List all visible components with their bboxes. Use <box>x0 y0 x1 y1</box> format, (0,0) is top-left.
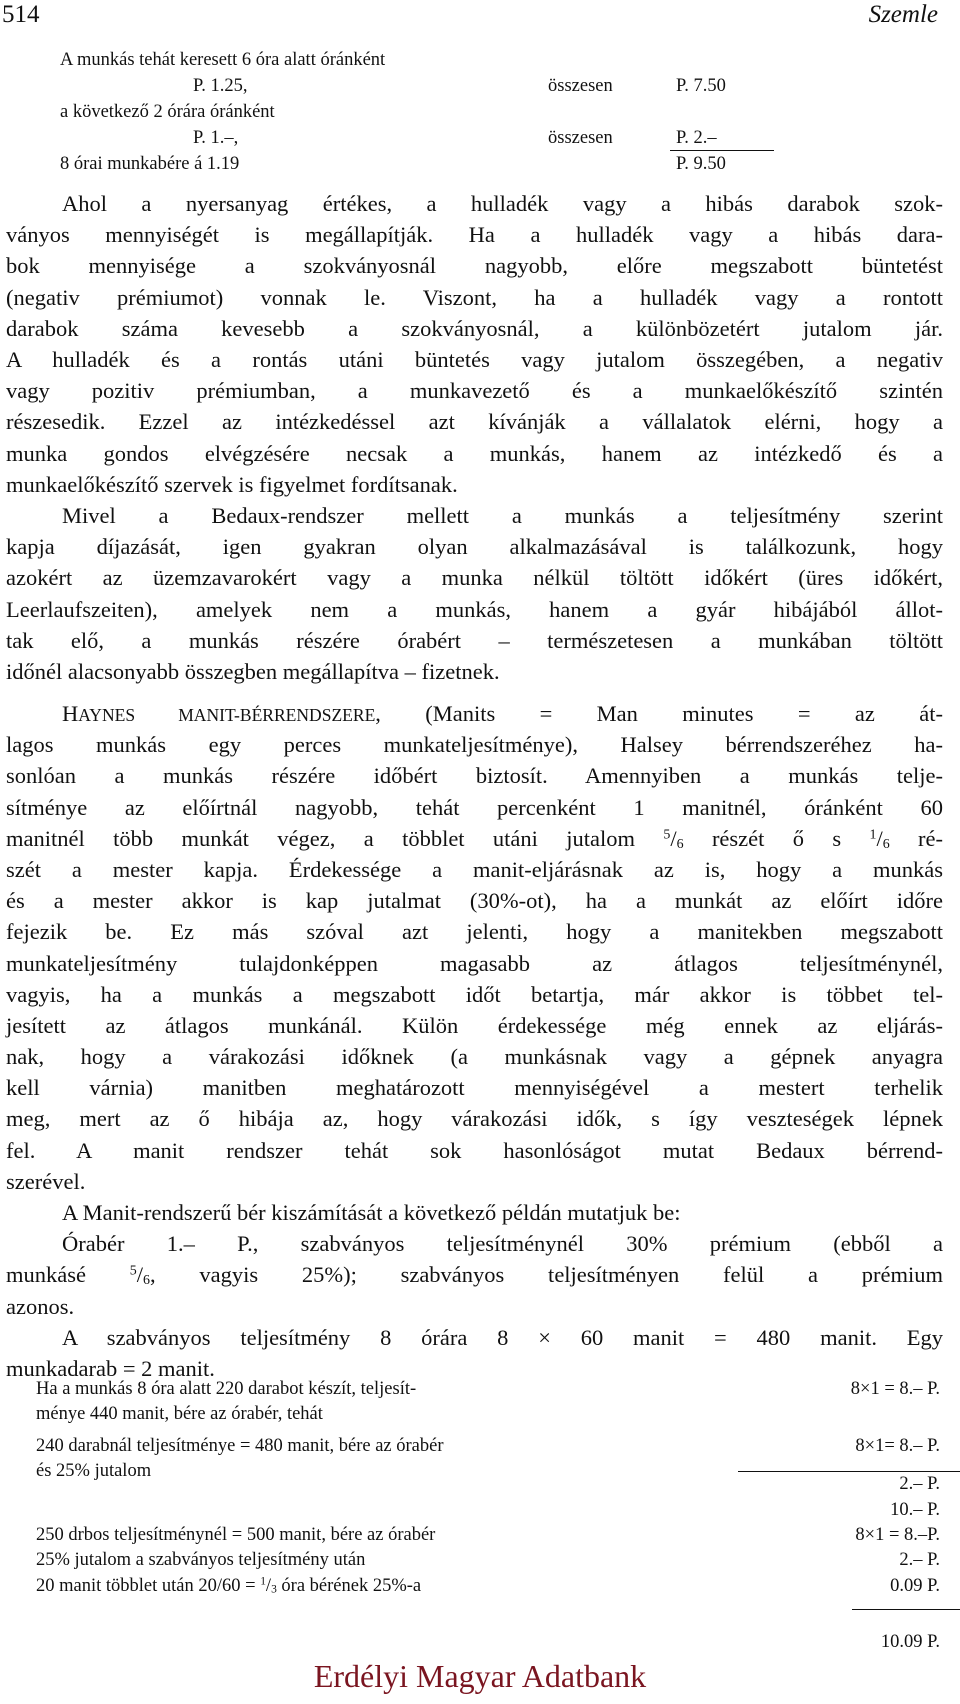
text-line: időnél alacsonyabb összegben megállapítva – fizetnek. <box>6 658 500 684</box>
calc-total: 10.09 P. <box>880 1632 940 1652</box>
calc-value: 8×1 = 8.–P. <box>855 1525 940 1545</box>
text-line: meg, mert az ő hibája az, hogy várakozási idők, s így veszteségek lépnek <box>6 1106 943 1132</box>
calc-label: 8 órai munkabére á 1.19 <box>60 154 240 174</box>
page-number: 514 <box>2 1 40 28</box>
text-line: fel. A manit rendszer tehát sok hasonlóságot mutat Bedaux bérrend- <box>6 1137 943 1163</box>
text-line: jesített az átlagos munkánál. Külön érdekessége még ennek az eljárás- <box>6 1012 943 1038</box>
fraction: $^1/_3$ <box>260 1575 277 1596</box>
calc-line: 20 manit többlet után $20/60 = ^1/_3$ óra bérének 25%-a <box>36 1575 422 1596</box>
text-line: és a mester akkor is kap jutalmat (30%-ot), ha a munkát az előírt időre <box>6 888 943 914</box>
paragraph <box>6 500 943 687</box>
sum-rule <box>670 150 774 151</box>
calc-total: P. 7.50 <box>676 76 726 96</box>
text-line: fejezik be. Ez más szóval azt jelenti, hogy a manitekben megszabott <box>6 919 943 945</box>
text-line: azokért az üzemzavarokért vagy a munka nélkül töltött időkért (üres időkért, <box>6 565 943 591</box>
text-line: munkaelőkészítő szervek is figyelmet fordítsanak. <box>6 471 458 497</box>
calc-line: Ha a munkás 8 óra alatt 220 darabot készít, teljesít- <box>36 1379 417 1399</box>
calc-line: ménye 440 manit, bére az órabér, tehát <box>36 1404 323 1424</box>
sum-rule <box>852 1609 960 1610</box>
text-line: lagos munkás egy perces munkateljesítménye), Halsey bérrendszeréhez ha- <box>6 732 943 758</box>
text-line: nak, hogy a várakozási időknek (a munkásnak vagy a gépnek anyagra <box>6 1044 943 1070</box>
text-line: munkateljesítmény tulajdonképpen magasabb az átlagos teljesítménynél, <box>6 950 943 976</box>
calc-line: A munkás tehát keresett 6 óra alatt óránként <box>60 50 386 70</box>
calc-line: 25% jutalom a szabványos teljesítmény után <box>36 1550 366 1570</box>
text-line: tak elő, a munkás részére órabért – természetesen a munkában töltött <box>6 627 943 653</box>
text-line: Órabér 1.– P., szabványos teljesítménynél 30% prémium (ebből a <box>62 1231 943 1257</box>
text-line: HAYNES MANIT-BÉRRENDSZERE, (Manits = Man minutes = az át- <box>62 701 943 726</box>
calc-rate: P. 1.25, <box>193 76 248 96</box>
fraction: $^5/_6$ <box>129 1262 150 1289</box>
text-line: részesedik. Ezzel az intézkedéssel azt kívánják a vállalatok elérni, hogy a <box>6 409 943 435</box>
calc-line: 250 drbos teljesítménynél = 500 manit, bére az órabér <box>36 1525 436 1545</box>
text-line: sonlóan a munkás részére időbért biztosít. Amennyiben a munkás telje- <box>6 763 943 789</box>
calc-total: P. 9.50 <box>676 154 726 174</box>
calc-line: és 25% jutalom <box>36 1461 152 1481</box>
calc-value: 8×1 = 8.– P. <box>850 1379 940 1399</box>
fraction: $^1/_6$ <box>869 825 890 852</box>
calc-value: 2.– P. <box>899 1474 940 1494</box>
text-line: Mivel a Bedaux-rendszer mellett a munkás a teljesítmény szerint <box>62 503 943 528</box>
text-line: munka gondos elvégzésére necsak a munkás, hanem az intézkedő és a <box>6 440 943 466</box>
calc-value: 8×1= 8.– P. <box>855 1436 940 1456</box>
fraction: $^5/_6$ <box>663 825 684 852</box>
calc-line: 240 darabnál teljesítménye = 480 manit, bére az órabér <box>36 1436 444 1456</box>
text-line: ványos mennyiségét is megállapítják. Ha a hulladék vagy a hibás dara- <box>6 222 943 248</box>
text-line: szerével. <box>6 1168 86 1194</box>
text-line: bok mennyisége a szokványosnál nagyobb, előre megszabott büntetést <box>6 253 943 279</box>
text-line: A szabványos teljesítmény 8 órára 8 × 60 manit = 480 manit. Egy <box>62 1324 943 1350</box>
text-line: Leerlaufszeiten), amelyek nem a munkás, hanem a gyár hibájából állot- <box>6 596 943 622</box>
text-line: sítménye az előírtnál nagyobb, tehát percenként 1 manitnél, óránként 60 <box>6 794 943 820</box>
section-heading: HAYNES MANIT-BÉRRENDSZERE <box>62 701 376 726</box>
calc-value: 0.09 P. <box>890 1576 940 1596</box>
text-line: (negativ prémiumot) vonnak le. Viszont, ha a hulladék vagy a rontott <box>6 284 943 310</box>
journal-title: Szemle <box>868 1 938 28</box>
text-line: azonos. <box>6 1293 75 1319</box>
calc-value: 2.– P. <box>899 1550 940 1570</box>
paragraph-haynes <box>6 698 943 1197</box>
text-line: Ahol a nyersanyag értékes, a hulladék vagy a hibás darabok szok- <box>62 191 943 216</box>
text-line: szét a mester kapja. Érdekessége a manit-eljárásnak az is, hogy a munkás <box>6 856 943 882</box>
calc-total-label: összesen <box>548 76 613 96</box>
paragraph-example <box>6 1197 943 1384</box>
text-line: kell várnia) manitben meghatározott mennyiségével a mestert terhelik <box>6 1075 943 1101</box>
text-line: A Manit-rendszerű bér kiszámítását a következő példán mutatjuk be: <box>62 1200 681 1225</box>
paragraph <box>6 188 943 500</box>
text-line: vagyis, ha a munkás a megszabott időt betartja, már akkor is többet tel- <box>6 981 943 1007</box>
text-line: munkadarab = 2 manit. <box>6 1355 215 1381</box>
calc-total-label: összesen <box>548 128 613 148</box>
text-line: kapja díjazását, igen gyakran olyan alkalmazásával is találkozunk, hogy <box>6 534 943 560</box>
watermark: Erdélyi Magyar Adatbank <box>313 1658 647 1694</box>
text-line: munkásé $^5/_6$, vagyis 25%); szabványos teljesítményen felül a prémium <box>6 1262 943 1289</box>
text-line: darabok száma kevesebb a szokványosnál, a különbözetért jutalom jár. <box>6 315 943 341</box>
calc-total: 10.– P. <box>890 1500 940 1520</box>
text-line: manitnél több munkát végez, a többlet utáni jutalom $^5/_6$ részét ő s $^1/_6$ ré- <box>6 825 944 852</box>
calc-line: a következő 2 órára óránként <box>60 102 275 122</box>
text-line: vagy pozitiv prémiumban, a munkavezető és a munkaelőkészítő szintén <box>6 378 943 404</box>
calc-total: P. 2.– <box>676 128 717 148</box>
calc-rate: P. 1.–, <box>193 128 239 148</box>
text-line: A hulladék és a rontás utáni büntetés vagy jutalom összegében, a negativ <box>6 346 943 372</box>
